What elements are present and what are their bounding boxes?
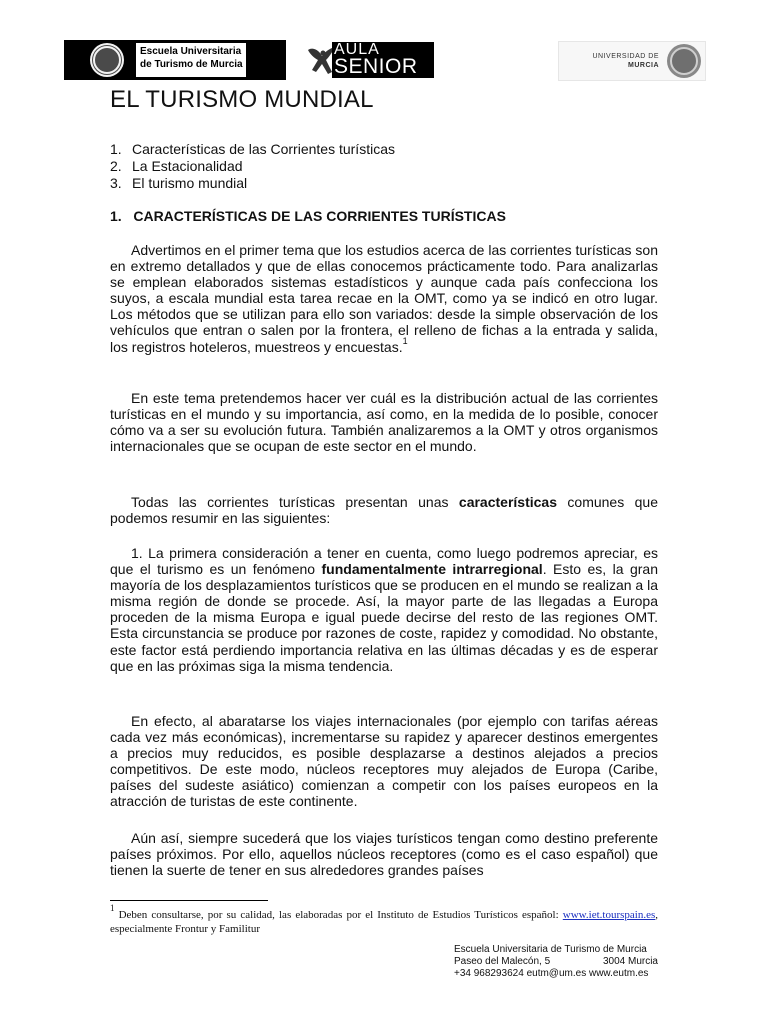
toc-number: 2. bbox=[110, 158, 122, 174]
toc-number: 1. bbox=[110, 141, 122, 157]
toc-label: El turismo mundial bbox=[132, 175, 248, 191]
aula-logo-line1: AULA bbox=[334, 41, 380, 58]
um-logo-line2: MURCIA bbox=[628, 62, 659, 69]
footnote-text-before: Deben consultarse, por su calidad, las elaboradas por el Instituto de Estudios Turísticos español: bbox=[114, 909, 563, 921]
eutm-logo-line1: Escuela Universitaria bbox=[140, 46, 242, 57]
paragraph-3-bold: características bbox=[458, 494, 557, 510]
footnote-number: 1 bbox=[110, 903, 115, 914]
um-logo-line1: UNIVERSIDAD DE bbox=[592, 53, 659, 60]
paragraph-2: En este tema pretendemos hacer ver cuál es la distribución actual de las corrientes turísticas en el mundo y su importancia, así como, en la medida de lo posible, conocer cómo va a ser su evolución futura. También analizaremos a la OMT y otros organismos internacionales que se ocupan de este sector en el mundo. bbox=[110, 390, 658, 455]
um-logo-text bbox=[559, 52, 663, 70]
paragraph-4-bold: fundamentalmente intrarregional bbox=[321, 561, 543, 578]
address-line-street bbox=[454, 956, 658, 968]
paragraph-4-text-before: 1. La primera consideración a tener en cuenta, como luego podremos apreciar, es que el turismo es un fenómeno bbox=[110, 545, 658, 578]
toc-item bbox=[110, 141, 395, 158]
paragraph-3-text-before: Todas las corrientes turísticas presentan unas bbox=[131, 494, 459, 510]
paragraph-3-text-after: comunes que podemos resumir en las siguientes: bbox=[110, 494, 658, 527]
toc-label: Características de las Corrientes turísticas bbox=[132, 141, 395, 157]
footer-address bbox=[454, 944, 658, 980]
paragraph-1-text: Advertimos en el primer tema que los estudios acerca de las corrientes turísticas son en extremo detallados y que de ellas conocemos prácticamente todo. Para analizarlas se emplean elaborados sistemas estadísticos y aunque cada país confecciona los suyos, a escala mundial esta tarea recae en la OMT, como ya se indicó en otro lugar. Los métodos que se utilizan para ello son variados: desde la simple observación de los vehículos que entran o salen por la frontera, el relleno de fichas a la entrada y salida, los registros hoteleros, muestreos y encuestas. bbox=[110, 242, 658, 355]
footnote bbox=[110, 903, 658, 936]
address-postal: 3004 Murcia bbox=[602, 956, 658, 967]
footnote-text-after: , especialmente Frontur y Familitur bbox=[110, 909, 658, 935]
paragraph-4 bbox=[110, 545, 658, 674]
toc-label: La Estacionalidad bbox=[132, 158, 243, 174]
address-line-school: Escuela Universitaria de Turismo de Murcia bbox=[454, 944, 647, 955]
aula-logo-line2: SENIOR bbox=[334, 55, 418, 78]
document-title: EL TURISMO MUNDIAL bbox=[110, 86, 374, 113]
paragraph-5: En efecto, al abaratarse los viajes internacionales (por ejemplo con tarifas aéreas cada vez más económicas), incrementarse su rapidez y aparecer destinos emergentes a precios muy reducidos, es posible desplazarse a destinos alejados a precios competitivos. De este modo, núcleos receptores muy alejados de Europa (Caribe, países del sudeste asiático) comienzan a competir con los países europeos en la atracción de turistas de este continente. bbox=[110, 713, 658, 810]
footnote-divider bbox=[110, 900, 268, 901]
eutm-logo bbox=[64, 40, 286, 80]
toc-item bbox=[110, 175, 395, 192]
um-seal-icon bbox=[667, 44, 701, 78]
eutm-logo-line2: de Turismo de Murcia bbox=[140, 59, 243, 70]
paragraph-3 bbox=[110, 494, 658, 526]
paragraph-6: Aún así, siempre sucederá que los viajes turísticos tengan como destino preferente países próximos. Por ello, aquellos núcleos receptores (como es el caso español) que tienen la suerte de tener en sus alrededores grandes países bbox=[110, 830, 658, 879]
address-line-contact: +34 968293624 eutm@um.es www.eutm.es bbox=[454, 968, 649, 979]
toc-number: 3. bbox=[110, 175, 122, 191]
aula-senior-logo bbox=[332, 42, 434, 78]
section-heading: 1. CARACTERÍSTICAS DE LAS CORRIENTES TURÍSTICAS bbox=[110, 208, 506, 224]
universidad-murcia-logo bbox=[558, 41, 706, 81]
address-street: Paseo del Malecón, 5 bbox=[454, 956, 551, 967]
university-seal-icon bbox=[90, 43, 124, 77]
eutm-logo-text bbox=[136, 43, 246, 77]
table-of-contents bbox=[110, 141, 395, 192]
footnote-link[interactable]: www.iet.tourspain.es bbox=[562, 909, 656, 921]
paragraph-4-text-after: . Esto es, la gran mayoría de los desplazamientos turísticos que se producen en el mundo se realizan a la misma región de donde se procede. Así, la mayor parte de las llegadas a Europa proceden de la misma Europa e igual puede decirse del resto de las regiones OMT. Esta circunstancia se produce por razones de coste, rapidez y comodidad. No obstante, este factor está perdiendo importancia relativa en las últimas décadas y es de esperar que en las próximas siga la misma tendencia. bbox=[110, 561, 659, 674]
footnote-reference: 1 bbox=[402, 335, 408, 346]
paragraph-1 bbox=[110, 242, 658, 355]
toc-item bbox=[110, 158, 395, 175]
